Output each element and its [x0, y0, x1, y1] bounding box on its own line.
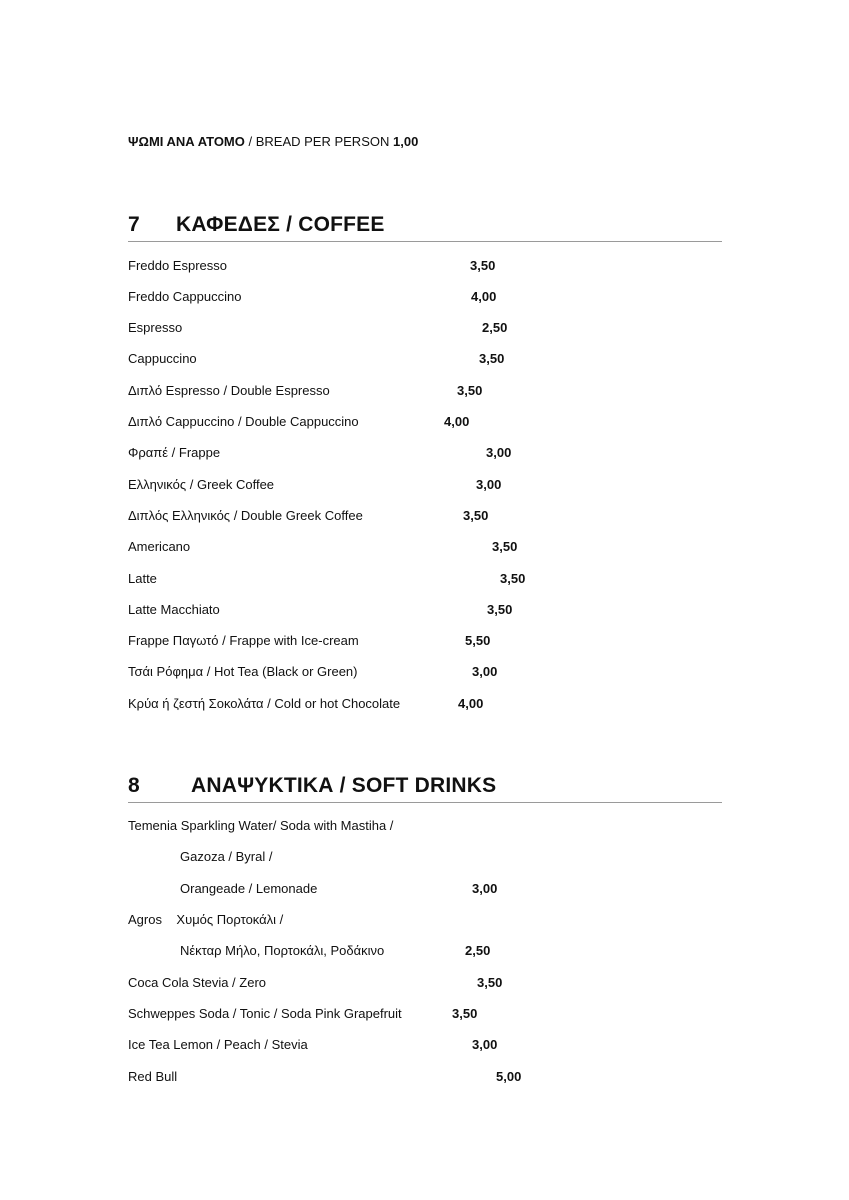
coffee-item-name: Διπλό Espresso / Double Espresso — [128, 383, 330, 398]
soft-drink-item-name: Coca Cola Stevia / Zero — [128, 975, 267, 990]
coffee-item-price: 3,50 — [487, 602, 513, 617]
coffee-item-price: 2,50 — [482, 320, 508, 335]
soft-drink-item-name: Gazoza / Byral / — [180, 849, 273, 864]
coffee-section-header — [128, 213, 722, 242]
coffee-item-name: Cappuccino — [128, 351, 197, 366]
soft-drink-item-name: Red Bull — [128, 1069, 178, 1084]
soft-drink-item-price: 3,50 — [477, 975, 503, 990]
coffee-section-title: ΚΑΦΕΔΕΣ / COFFEE — [176, 213, 385, 236]
coffee-item-price: 3,50 — [500, 571, 526, 586]
bread-label-greek: ΨΩΜΙ ΑΝΑ ΑΤΟΜΟ — [128, 134, 245, 149]
coffee-item-price: 4,00 — [458, 696, 484, 711]
coffee-item-price: 3,00 — [472, 664, 498, 679]
soft-drink-item-name: Ice Tea Lemon / Peach / Stevia — [128, 1037, 308, 1052]
soft-drinks-section-header — [128, 774, 722, 803]
soft-drink-item-name: Temenia Sparkling Water/ Soda with Mastiha / — [128, 818, 394, 833]
coffee-item-price: 3,50 — [463, 508, 489, 523]
coffee-item-name: Διπλό Cappuccino / Double Cappuccino — [128, 414, 359, 429]
coffee-item-name: Americano — [128, 539, 191, 554]
coffee-item-price: 3,00 — [476, 477, 502, 492]
soft-drink-item-name: Νέκταρ Μήλο, Πορτοκάλι, Ροδάκινο — [180, 943, 385, 958]
coffee-item-name: Κρύα ή ζεστή Σοκολάτα / Cold or hot Chocolate — [128, 696, 401, 711]
coffee-item-name: Freddo Espresso — [128, 258, 227, 273]
soft-drink-item-name: Agros Χυμός Πορτοκάλι / — [128, 912, 284, 927]
coffee-item-price: 3,50 — [479, 351, 505, 366]
coffee-item-name: Frappe Παγωτό / Frappe with Ice-cream — [128, 633, 359, 648]
coffee-section-number: 7 — [128, 213, 140, 236]
soft-drink-item-price: 3,50 — [452, 1006, 478, 1021]
bread-separator: / — [244, 134, 256, 149]
soft-drink-item-price: 3,00 — [472, 1037, 498, 1052]
bread-label-english: BREAD PER PERSON — [255, 134, 390, 149]
coffee-item-price: 4,00 — [471, 289, 497, 304]
coffee-item-name: Φραπέ / Frappe — [128, 445, 221, 460]
coffee-item-price: 4,00 — [444, 414, 470, 429]
bread-price: 1,00 — [393, 134, 419, 149]
coffee-item-price: 3,50 — [470, 258, 496, 273]
coffee-item-price: 3,50 — [492, 539, 518, 554]
soft-drink-item-price: 5,00 — [496, 1069, 522, 1084]
coffee-item-name: Τσάι Ρόφημα / Hot Tea (Black or Green) — [128, 664, 358, 679]
soft-drinks-section-number: 8 — [128, 774, 140, 797]
coffee-item-price: 3,50 — [457, 383, 483, 398]
coffee-item-name: Ελληνικός / Greek Coffee — [128, 477, 275, 492]
coffee-item-price: 5,50 — [465, 633, 491, 648]
soft-drink-item-price: 2,50 — [465, 943, 491, 958]
soft-drink-item-name: Orangeade / Lemonade — [180, 881, 318, 896]
coffee-item-name: Latte — [128, 571, 157, 586]
coffee-item-name: Freddo Cappuccino — [128, 289, 242, 304]
soft-drink-item-name: Schweppes Soda / Tonic / Soda Pink Grapefruit — [128, 1006, 402, 1021]
coffee-item-price: 3,00 — [486, 445, 512, 460]
coffee-item-name: Latte Macchiato — [128, 602, 220, 617]
soft-drink-item-price: 3,00 — [472, 881, 498, 896]
bread-line — [128, 134, 418, 149]
soft-drinks-section-title: ΑΝΑΨΥΚΤΙΚΑ / SOFT DRINKS — [191, 774, 497, 797]
coffee-item-name: Διπλός Ελληνικός / Double Greek Coffee — [128, 508, 363, 523]
coffee-item-name: Espresso — [128, 320, 183, 335]
